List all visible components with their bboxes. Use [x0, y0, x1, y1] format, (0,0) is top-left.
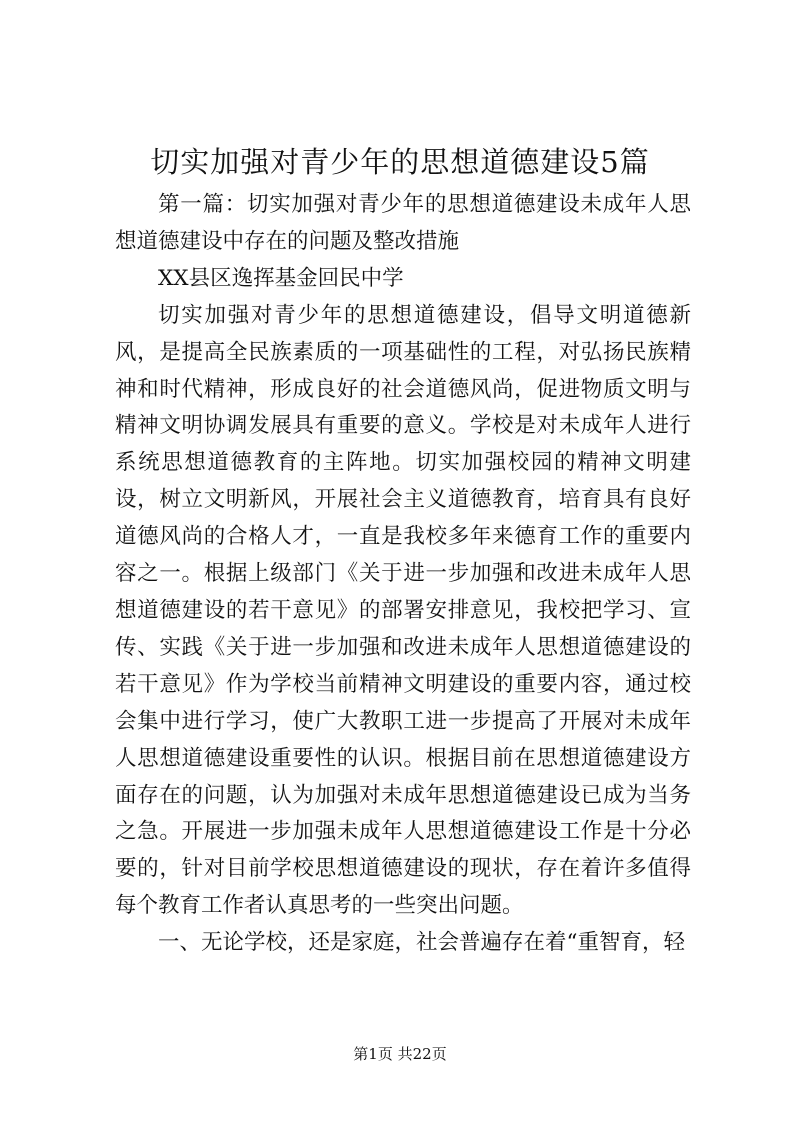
document-title: 切实加强对青少年的思想道德建设5篇 — [150, 145, 650, 179]
school-name-paragraph: XX县区逸挥基金回民中学 — [158, 265, 404, 291]
point-one-paragraph: 一、无论学校，还是家庭，社会普遍存在着“重智育，轻 — [158, 930, 685, 956]
page-number-footer: 第1页 共22页 — [353, 1045, 447, 1063]
body-paragraph: 切实加强对青少年的思想道德建设，倡导文明道德新风，是提高全民族素质的一项基础性的工程，对弘扬民族精神和时代精神，形成良好的社会道德风尚，促进物质文明与精神文明协调发展具有重要的意义。学校是对未成年人进行系统思想道德教育的主阵地。切实加强校园的精神文明建设，树立文明新风，开展社会主义道德教育，培育具有良好道德风尚的合格人才，一直是我校多年来德育工作的重要内容之一。根据上级部门《关于进一步加强和改进未成年人思想道德建设的若干意见》的部署安排意见，我校把学习、宣传、实践《关于进一步加强和改进未成年人思想道德建设的若干意见》作为学校当前精神文明建设的重要内容，通过校会集中进行学习，使广大教职工进一步提高了开展对未成年人思想道德建设重要性的认识。根据目前在思想道德建设方面存在的问题，认为加强对未成年思想道德建设已成为当务之急。开展进一步加强未成年人思想道德建设工作是十分必要的，针对目前学校思想道德建设的现状，存在着许多值得每个教育工作者认真思考的一些突出问题。 — [115, 302, 691, 919]
document-body — [115, 187, 691, 962]
section-heading-paragraph: 第一篇：切实加强对青少年的思想道德建设未成年人思想道德建设中存在的问题及整改措施 — [115, 192, 691, 254]
